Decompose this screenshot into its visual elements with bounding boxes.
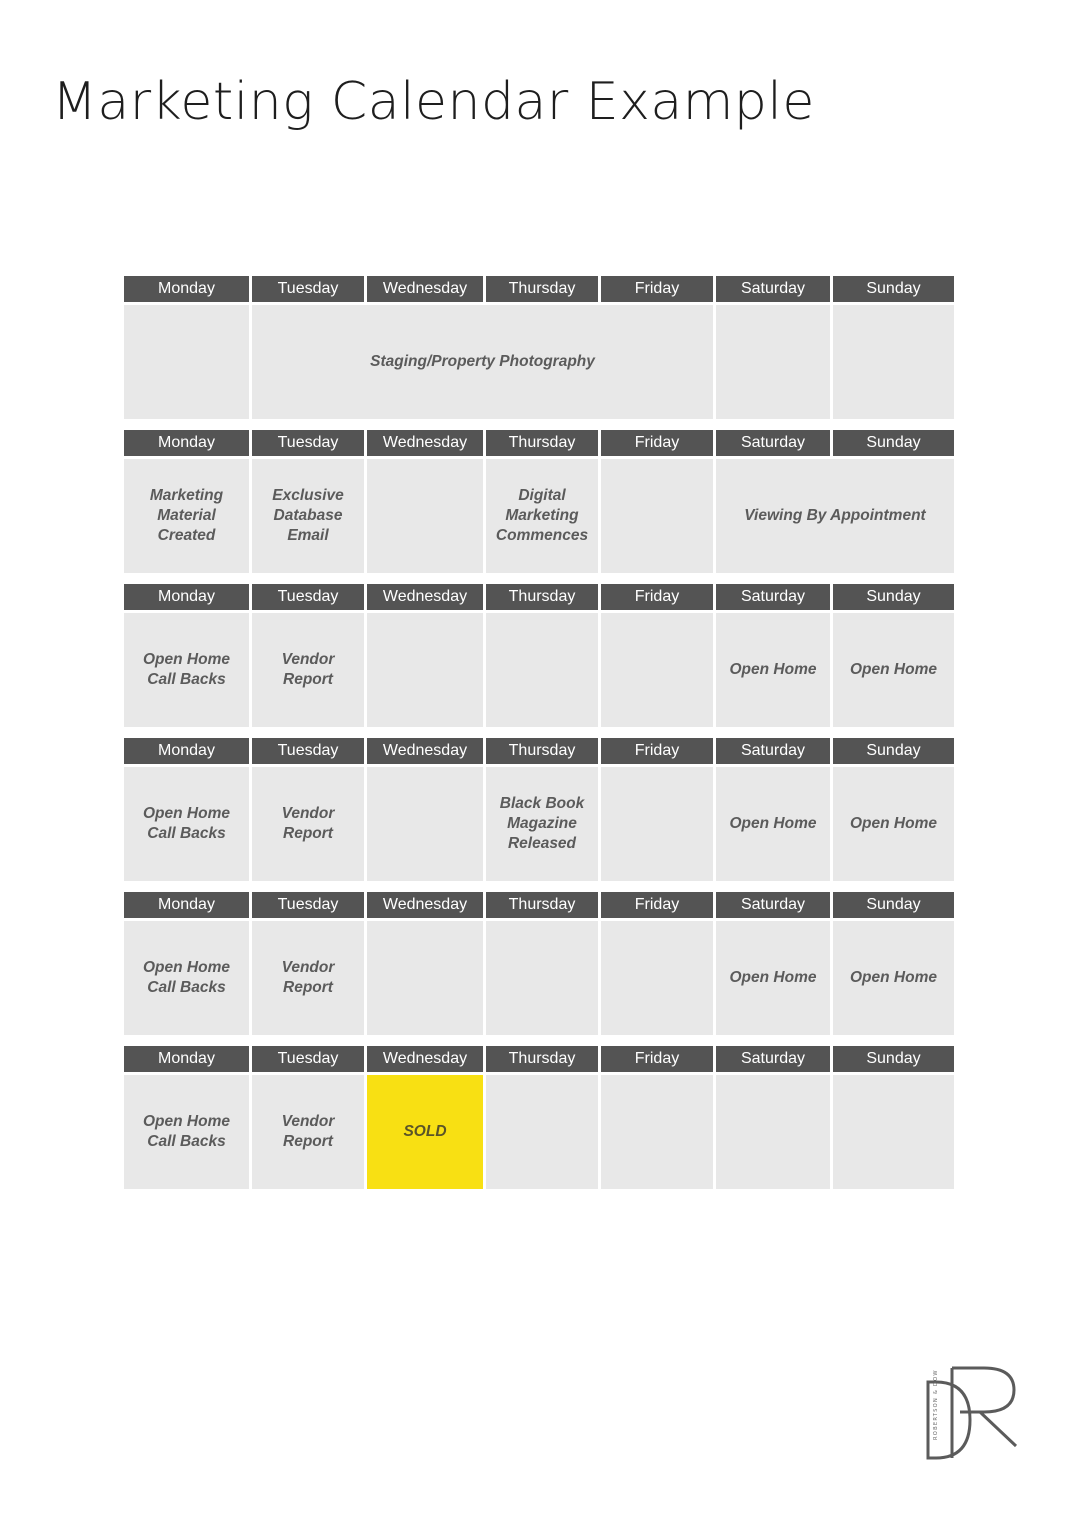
marketing-calendar [124, 276, 952, 1200]
day-header-tuesday: Tuesday [252, 1046, 364, 1072]
calendar-cell: Open Home [716, 767, 830, 881]
calendar-cell: Vendor Report [252, 613, 364, 727]
calendar-cell [367, 459, 483, 573]
calendar-cell [486, 1075, 598, 1189]
calendar-cell: Vendor Report [252, 767, 364, 881]
day-header-wednesday: Wednesday [367, 892, 483, 918]
calendar-cell: Viewing By Appointment [716, 459, 954, 573]
day-header-monday: Monday [124, 738, 249, 764]
day-header-monday: Monday [124, 892, 249, 918]
day-header-sunday: Sunday [833, 738, 954, 764]
day-header-friday: Friday [601, 430, 713, 456]
day-header-saturday: Saturday [716, 430, 830, 456]
calendar-week-1 [124, 276, 952, 419]
day-header-monday: Monday [124, 430, 249, 456]
day-header-friday: Friday [601, 276, 713, 302]
calendar-cell [833, 305, 954, 419]
calendar-week-3 [124, 584, 952, 727]
calendar-cell: Open Home Call Backs [124, 767, 249, 881]
day-header-sunday: Sunday [833, 892, 954, 918]
calendar-cell [367, 613, 483, 727]
day-header-monday: Monday [124, 1046, 249, 1072]
day-header-friday: Friday [601, 892, 713, 918]
day-header-tuesday: Tuesday [252, 584, 364, 610]
calendar-cell: Staging/Property Photography [252, 305, 713, 419]
day-header-tuesday: Tuesday [252, 892, 364, 918]
calendar-cell: Open Home [833, 921, 954, 1035]
calendar-cell: Open Home [716, 613, 830, 727]
dr-monogram-logo [922, 1364, 1022, 1464]
day-header-wednesday: Wednesday [367, 430, 483, 456]
sold-cell: SOLD [367, 1075, 483, 1189]
day-header-wednesday: Wednesday [367, 738, 483, 764]
day-header-saturday: Saturday [716, 584, 830, 610]
day-header-thursday: Thursday [486, 430, 598, 456]
calendar-week-2 [124, 430, 952, 573]
brand-logo [922, 1364, 1022, 1469]
day-header-wednesday: Wednesday [367, 1046, 483, 1072]
calendar-cell: Open Home [716, 921, 830, 1035]
calendar-cell: Black Book Magazine Released [486, 767, 598, 881]
calendar-cell: Marketing Material Created [124, 459, 249, 573]
calendar-cell [716, 1075, 830, 1189]
day-header-tuesday: Tuesday [252, 738, 364, 764]
day-header-sunday: Sunday [833, 1046, 954, 1072]
calendar-cell [367, 767, 483, 881]
day-header-tuesday: Tuesday [252, 430, 364, 456]
calendar-cell: Open Home Call Backs [124, 921, 249, 1035]
day-header-saturday: Saturday [716, 1046, 830, 1072]
calendar-cell [486, 613, 598, 727]
calendar-cell [601, 921, 713, 1035]
calendar-cell: Open Home [833, 767, 954, 881]
day-header-saturday: Saturday [716, 738, 830, 764]
calendar-week-5 [124, 892, 952, 1035]
svg-text:ROBERTSON & DOW: ROBERTSON & DOW [933, 1369, 939, 1440]
day-header-thursday: Thursday [486, 892, 598, 918]
day-header-wednesday: Wednesday [367, 584, 483, 610]
calendar-week-6 [124, 1046, 952, 1189]
day-header-saturday: Saturday [716, 892, 830, 918]
calendar-cell [367, 921, 483, 1035]
day-header-thursday: Thursday [486, 584, 598, 610]
calendar-cell [833, 1075, 954, 1189]
day-header-thursday: Thursday [486, 1046, 598, 1072]
calendar-cell [124, 305, 249, 419]
calendar-cell [486, 921, 598, 1035]
calendar-cell: Open Home Call Backs [124, 1075, 249, 1189]
day-header-monday: Monday [124, 584, 249, 610]
day-header-friday: Friday [601, 1046, 713, 1072]
calendar-cell: Digital Marketing Commences [486, 459, 598, 573]
day-header-friday: Friday [601, 584, 713, 610]
day-header-sunday: Sunday [833, 276, 954, 302]
day-header-friday: Friday [601, 738, 713, 764]
calendar-cell [601, 1075, 713, 1189]
calendar-cell [716, 305, 830, 419]
calendar-cell [601, 613, 713, 727]
day-header-thursday: Thursday [486, 276, 598, 302]
page-title: Marketing Calendar Example [52, 72, 815, 132]
calendar-cell [601, 459, 713, 573]
day-header-sunday: Sunday [833, 430, 954, 456]
calendar-week-4 [124, 738, 952, 881]
calendar-cell: Vendor Report [252, 921, 364, 1035]
day-header-sunday: Sunday [833, 584, 954, 610]
day-header-wednesday: Wednesday [367, 276, 483, 302]
calendar-cell: Open Home [833, 613, 954, 727]
day-header-monday: Monday [124, 276, 249, 302]
calendar-cell: Exclusive Database Email [252, 459, 364, 573]
day-header-thursday: Thursday [486, 738, 598, 764]
calendar-cell: Vendor Report [252, 1075, 364, 1189]
calendar-cell: Open Home Call Backs [124, 613, 249, 727]
day-header-saturday: Saturday [716, 276, 830, 302]
day-header-tuesday: Tuesday [252, 276, 364, 302]
calendar-cell [601, 767, 713, 881]
